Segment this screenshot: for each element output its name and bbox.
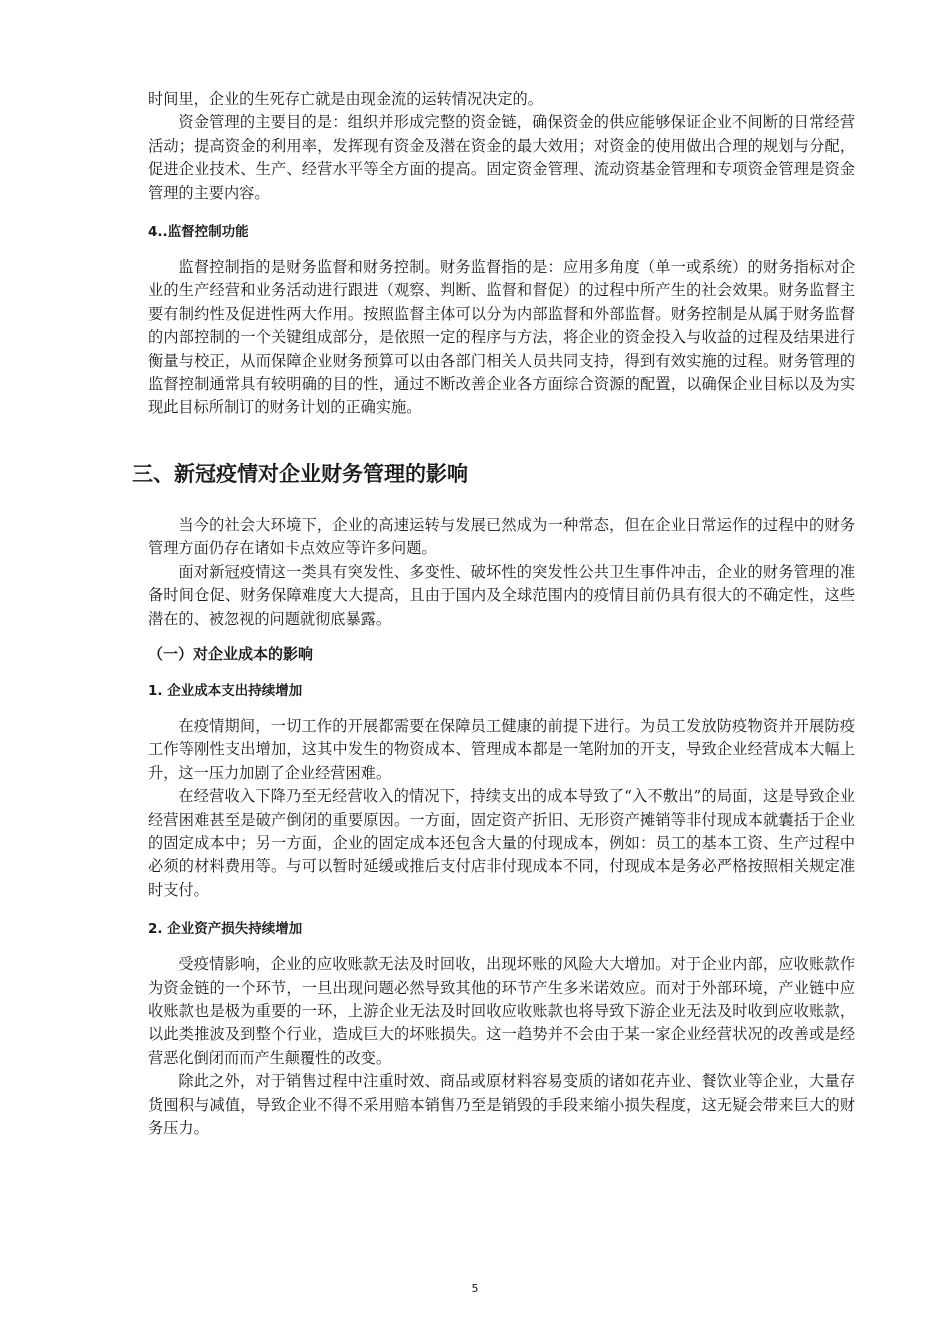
heading-supervision-control: 4..监督控制功能 <box>148 224 249 241</box>
paragraph-supervision-control: 监督控制指的是财务监督和财务控制。财务监督指的是：应用多角度（单一或系统）的财务指标对企业的生产经营和业务活动进行跟进（观察、判断、监督和督促）的过程中所产生的社会效果。财务监督主要有制约性及促进性两大作用。按照监督主体可以分为内部监督和外部监督。财务控制是从属于财务监督的内部控制的一个关键组成部分，是依照一定的程序与方法，将企业的资金投入与收益的过程及结果进行衡量与校正，从而保障企业财务预算可以由各部门相关人员共同支持，得到有效实施的过程。财务管理的监督控制通常具有较明确的目的性，通过不断改善企业各方面综合资源的配置，以确保企业目标以及为实现此目标所制订的财务计划的正确实施。 <box>148 258 855 417</box>
paragraph-inventory: 除此之外，对于销售过程中注重时效、商品或原材料容易变质的诸如花卉业、餐饮业等企业，大量存货囤积与减值，导致企业不得不采用赔本销售乃至是销毁的手段来缩小损失程度，这无疑会带来巨大的财务压力。 <box>148 1072 855 1137</box>
paragraph-cash-flow-end: 时间里，企业的生死存亡就是由现金流的运转情况决定的。 <box>148 90 543 108</box>
paragraph-social-environment: 当今的社会大环境下，企业的高速运转与发展已然成为一种常态，但在企业日常运作的过程中的财务管理方面仍存在诸如卡点效应等许多问题。 <box>148 515 855 558</box>
paragraph-fixed-costs: 在经营收入下降乃至无经营收入的情况下，持续支出的成本导致了“入不敷出”的局面，这是导致企业经营困难甚至是破产倒闭的重要原因。一方面，固定资产折旧、无形资产摊销等非付现成本就囊括于企业的固定成本中；另一方面，企业的固定成本还包含大量的付现成本，例如：员工的基本工资、生产过程中必须的材料费用等。与可以暂时延缓或推后支付店非付现成本不同，付现成本是务必严格按照相关规定准时支付。 <box>148 787 855 899</box>
heading-cost-increase: 1. 企业成本支出持续增加 <box>148 682 303 699</box>
heading-asset-loss: 2. 企业资产损失持续增加 <box>148 921 303 938</box>
paragraph-covid-shock: 面对新冠疫情这一类具有突发性、多变性、破坏性的突发性公共卫生事件冲击，企业的财务管理的准备时间仓促、财务保障难度大大提高，且由于国内及全球范围内的疫情目前仍具有很大的不确定性，这些潜在的、被忽视的问题就彻底暴露。 <box>148 562 855 628</box>
paragraph-receivables: 受疫情影响，企业的应收账款无法及时回收，出现坏账的风险大大增加。对于企业内部，应收账款作为资金链的一个环节，一旦出现问题必然导致其他的环节产生多米诺效应。而对于外部环境，产业链中应收账款也是极为重要的一环，上游企业无法及时回收应收账款也将导致下游企业无法及时收到应收账款，以此类推波及到整个行业，造成巨大的坏账损失。这一趋势并不会由于某一家企业经营状况的改善或是经营恶化倒闭而而产生颠覆性的改变。 <box>148 955 855 1067</box>
paragraph-epidemic-expenses: 在疫情期间，一切工作的开展都需要在保障员工健康的前提下进行。为员工发放防疫物资并开展防疫工作等刚性支出增加，这其中发生的物资成本、管理成本都是一笔附加的开支，导致企业经营成本大幅上升，这一压力加剧了企业经营困难。 <box>148 716 855 782</box>
page-number: 5 <box>471 1282 479 1295</box>
section-title-covid-impact: 三、新冠疫情对企业财务管理的影响 <box>132 461 468 486</box>
paragraph-fund-management: 资金管理的主要目的是：组织并形成完整的资金链，确保资金的供应能够保证企业不间断的日常经营活动；提高资金的利用率，发挥现有资金及潜在资金的最大效用；对资金的使用做出合理的规划与分配，促进企业技术、生产、经营水平等全方面的提高。固定资金管理、流动资基金管理和专项资金管理是资金管理的主要内容。 <box>148 113 855 202</box>
subsection-title-cost-impact: （一）对企业成本的影响 <box>148 644 314 663</box>
